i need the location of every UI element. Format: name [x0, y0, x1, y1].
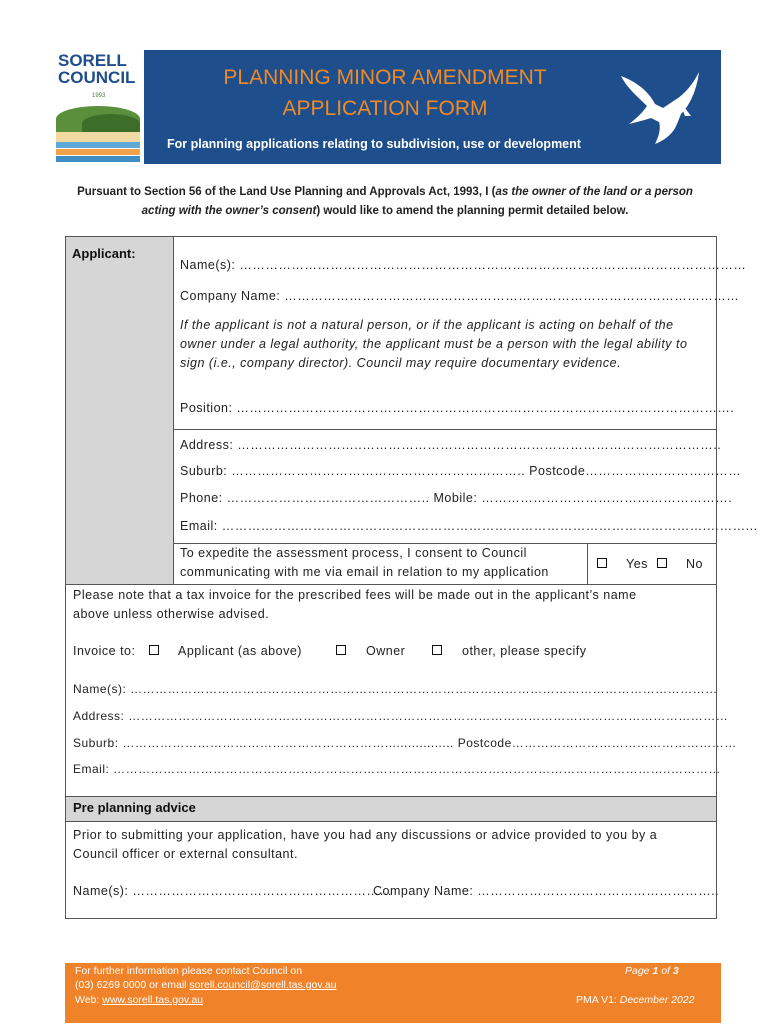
applicant-phone-field[interactable]: Phone: ……………………………………….. Mobile: ………………………………………………….	[180, 491, 733, 505]
invoice-owner-checkbox[interactable]	[336, 645, 346, 655]
page-title	[150, 62, 620, 124]
title-line2: APPLICATION FORM	[282, 97, 488, 120]
applicant-note: If the applicant is not a natural person, or if the applicant is acting on behalf of the owner under a legal authority, the applicant must be a person with the legal ability to sign (i.e., company director). Council may require documentary evidence.	[180, 318, 688, 370]
applicant-position-field[interactable]: Position: …………………………………………………………………………………………………….	[180, 401, 735, 415]
footer-version: PMA V1: December 2022	[576, 994, 695, 1006]
footer-web-link[interactable]: www.sorell.tas.gov.au	[102, 994, 203, 1006]
logo-year: 1993	[92, 93, 106, 99]
consent-text-line1: To expedite the assessment process, I consent to Council	[180, 546, 527, 560]
consent-no-label: No	[686, 557, 703, 571]
footer-web-line: Web: www.sorell.tas.gov.au	[75, 994, 203, 1006]
footer-email-link[interactable]: sorell.council@sorell.tas.gov.au	[189, 979, 337, 991]
footer	[65, 963, 721, 1023]
pre-planning-names-field[interactable]: Name(s): ……………………………………………………	[73, 884, 393, 898]
invoice-names-field[interactable]: Name(s): ……………………………………………………………………………………………………………………………	[73, 682, 718, 696]
applicant-names-field[interactable]: Name(s): ………………………………………………………………………………………………………	[180, 258, 747, 272]
invoice-note-line1: Please note that a tax invoice for the prescribed fees will be made out in the applicant’s name	[73, 588, 637, 602]
consent-no-checkbox[interactable]	[657, 558, 667, 568]
applicant-label-cell	[65, 236, 174, 585]
invoice-other-checkbox[interactable]	[432, 645, 442, 655]
applicant-label: Applicant:	[72, 246, 136, 261]
footer-email-line: (03) 6269 0000 or email sorell.council@sorell.tas.gov.au	[75, 979, 337, 991]
consent-yes-label: Yes	[626, 557, 648, 571]
footer-page-number: Page 1 of 3	[625, 965, 679, 977]
applicant-email-field[interactable]: Email: ………………………………………………………………………………………………….………...	[180, 519, 758, 533]
invoice-applicant-checkbox[interactable]	[149, 645, 159, 655]
bird-icon	[615, 64, 713, 150]
applicant-address-field[interactable]: Address: ………………………..………………………………………………………………………..	[180, 438, 722, 452]
invoice-applicant-label: Applicant (as above)	[178, 644, 302, 658]
applicant-suburb-field[interactable]: Suburb: ………………………………………………………….. Postcode………………………………	[180, 464, 742, 478]
title-line1: PLANNING MINOR AMENDMENT	[223, 66, 547, 89]
invoice-address-field[interactable]: Address: ………………………………………………………………………………………………………………………………	[73, 709, 729, 723]
sorell-council-logo	[52, 50, 144, 164]
footer-contact-line: For further information please contact Council on	[75, 965, 303, 977]
page-subtitle: For planning applications relating to subdivision, use or development	[167, 137, 581, 151]
pre-planning-question-line2: Council officer or external consultant.	[73, 847, 298, 861]
intro-statement: Pursuant to Section 56 of the Land Use Planning and Approvals Act, 1993, I (as the owner of the land or a person acting with the owner’s consent) would like to amend the planning permit detailed below.	[77, 186, 693, 217]
applicant-company-field[interactable]: Company Name: ……………………………………………………………………………………………	[180, 289, 740, 303]
invoice-to-label: Invoice to:	[73, 644, 136, 658]
consent-yes-checkbox[interactable]	[597, 558, 607, 568]
pre-planning-heading: Pre planning advice	[73, 800, 196, 815]
invoice-note-line2: above unless otherwise advised.	[73, 607, 270, 621]
logo-line1: SORELL	[58, 51, 127, 70]
pre-planning-company-field[interactable]: Company Name: ………………………………………………..	[373, 884, 720, 898]
invoice-suburb-field[interactable]: Suburb: ……………………………………………………….................. Postcode………………………………………………	[73, 736, 737, 750]
logo-line2: COUNCIL	[58, 68, 136, 87]
invoice-owner-label: Owner	[366, 644, 406, 658]
invoice-email-field[interactable]: Email: ……………………………………………………………………………………………………………………..…………	[73, 762, 721, 776]
consent-text-line2: communicating with me via email in relation to my application	[180, 565, 549, 579]
pre-planning-question-line1: Prior to submitting your application, have you had any discussions or advice provided to you by a	[73, 828, 658, 842]
invoice-other-label: other, please specify	[462, 644, 587, 658]
